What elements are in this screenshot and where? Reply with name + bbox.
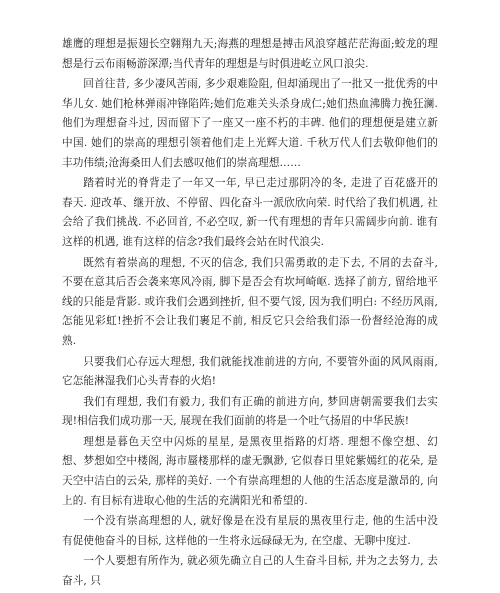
paragraph: 一个没有崇高理想的人, 就好像是在没有星辰的黑夜里行走, 他的生活中没有促使他奋斗的目标, 这样他的一生将永远碌碌无为, 在空虚、无聊中度过. bbox=[62, 515, 438, 547]
paragraph: 只要我们心存远大理想, 我们就能找准前进的方向, 不要管外面的风风雨雨, 它怎能淋湿我们心头青春的火焰! bbox=[62, 355, 438, 388]
paragraph: 踏着时光的脊背走了一年又一年, 早已走过那阴冷的冬, 走进了百花盛开的春天. 迎改革、继开放、不停留、四化奋斗一派欣欣向荣. 时代给了我们机遇, 社会给了我们挑战. 不必回首, 不必空叹, 新一代有理想的青年只需阔步向前. 谁有这样的机遇, 谁有这样的信念?我们最终会站在时代浪尖. bbox=[62, 177, 438, 248]
paragraph: 既然有着崇高的理想, 不灭的信念, 我们只需勇敢的走下去, 不屑的去奋斗, 不要在意其后否会袭来寒风冷雨, 脚下是否会有坎坷崎岖. 选择了前方, 留给地平线的只能是背影. 或许我们会遇到挫折, 但不要气馁, 因为我们明白: 不经历风雨, 怎能见彩虹!挫折不会让我们裹足不前, 相反它只会给我们添一份督经沧海的成熟. bbox=[62, 256, 438, 347]
paragraph: 一个人要想有所作为, 就必须先确立自己的人生奋斗目标, 并为之去努力, 去奋斗, 只 bbox=[62, 555, 438, 588]
paragraph: 回首往昔, 多少凄风苦雨, 多少艰难险阻, 但却涌现出了一批又一批优秀的中华儿女. 她们枪林弹雨冲锋陷阵;她们危难关头杀身成仁;她们热血沸腾力挽狂澜. 他们为理想奋斗过, 因而留下了一座又一座不朽的丰碑. 他们的理想便是建立新中国. 她们的崇高的理想引领着他们走上光辉大道. 千秋万代人们去敬仰他们的丰功伟绩;沧海桑田人们去感叹他们的崇高理想…… bbox=[62, 78, 438, 169]
paragraph: 雄鹰的理想是振翅长空翱翔九天;海燕的理想是搏击风浪穿越茫茫海面;蛟龙的理想是行云布雨畅游深潭;当代青年的理想是与时俱进屹立风口浪尖. bbox=[62, 38, 438, 70]
essay-body bbox=[62, 35, 438, 593]
paragraph: 理想是暮色天空中闪烁的星星, 是黑夜里指路的灯塔. 理想不像空想、幻想、梦想如空中楼阁, 海市蜃楼那样的虚无飘渺, 它似春日里姹紫嫣红的花朵, 是天空中洁白的云朵, 那样的美好. 一个有崇高理想的人他的生活态度是激昂的, 向上的. 有目标有进取心他的生活的充满阳光和希望的. bbox=[62, 435, 438, 507]
paragraph: 我们有理想, 我们有毅力, 我们有正确的前进方向, 梦回唐朝需要我们去实现!相信我们成功那一天, 展现在我们面前的将是一个吐气扬眉的中华民族! bbox=[62, 395, 438, 428]
